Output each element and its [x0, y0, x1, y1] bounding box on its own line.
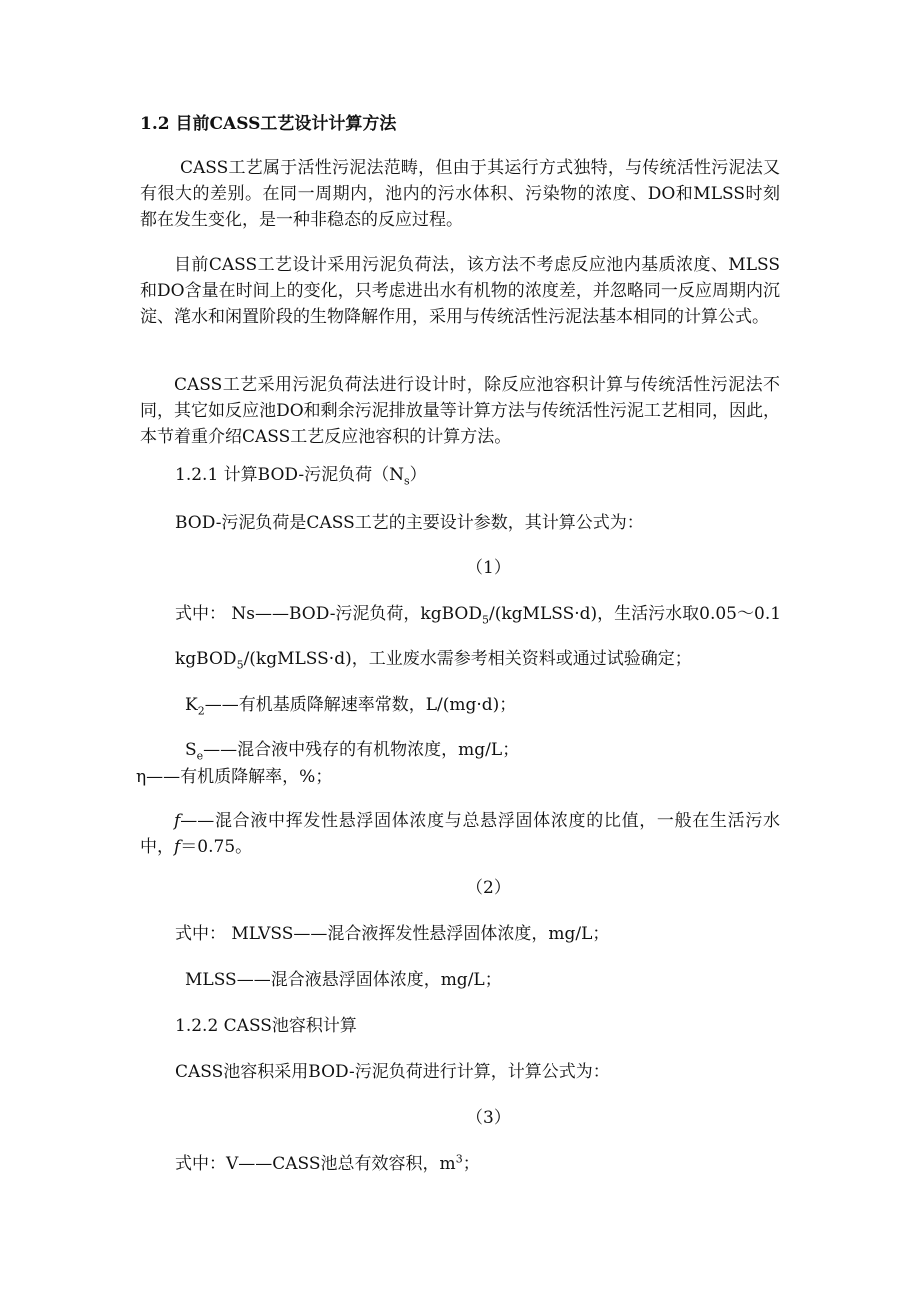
bod-intro: BOD-污泥负荷是CASS工艺的主要设计参数，其计算公式为： — [175, 513, 644, 533]
mlss-definition: MLSS——混合液悬浮固体浓度，mg/L； — [185, 970, 502, 990]
equation-number-2: （2） — [466, 878, 511, 898]
paragraph-1: CASS工艺属于活性污泥法范畴，但由于其运行方式独特，与传统活性污泥法又有很大的差别。在同一周期内，池内的污水体积、污染物的浓度、DO和MLSS时刻都在发生变化，是一种非稳态的反应过程。 — [140, 158, 780, 230]
equation-number-1: （1） — [466, 558, 511, 578]
ns-definition-continued: kgBOD$_5$/(kgMLSS·d)，工业废水需参考相关资料或通过试验确定； — [175, 649, 692, 672]
ns-definition: 式中： Ns——BOD-污泥负荷，kgBOD$_5$/(kgMLSS·d)，生活污水取0.05～0.1 — [175, 604, 782, 627]
paragraph-2: 目前CASS工艺设计采用污泥负荷法，该方法不考虑反应池内基质浓度、MLSS和DO含量在时间上的变化，只考虑进出水有机物的浓度差，并忽略同一反应周期内沉淀、滗水和闲置阶段的生物降解作用，采用与传统活性污泥法基本相同的计算公式。 — [140, 255, 780, 327]
cass-intro: CASS池容积采用BOD-污泥负荷进行计算，计算公式为： — [175, 1062, 610, 1082]
section-heading: 1.2 目前CASS工艺设计计算方法 — [140, 114, 397, 134]
subsection-title-1-2-2: 1.2.2 CASS池容积计算 — [175, 1016, 357, 1036]
equation-number-3: （3） — [466, 1108, 511, 1128]
eta-definition: η——有机质降解率，%； — [136, 767, 333, 787]
k2-definition: $K_2——$有机基质降解速率常数，L/(mg·d)； — [185, 695, 517, 718]
v-definition: 式中：V——CASS池总有效容积，$m^3$； — [175, 1152, 480, 1174]
f-definition: f——混合液中挥发性悬浮固体浓度与总悬浮固体浓度的比值，一般在生活污水中，f＝0.75。 — [140, 811, 780, 857]
se-definition: $S_e——$混合液中残存的有机物浓度，mg/L； — [185, 740, 520, 763]
subsection-title-1-2-1: 1.2.1 计算BOD-污泥负荷$(N_s)$ — [175, 465, 427, 488]
mlvss-definition: 式中： MLVSS——混合液挥发性悬浮固体浓度，mg/L； — [175, 924, 610, 944]
paragraph-3: CASS工艺采用污泥负荷法进行设计时，除反应池容积计算与传统活性污泥法不同，其它如反应池DO和剩余污泥排放量等计算方法与传统活性污泥工艺相同，因此，本节着重介绍CASS工艺反应池容积的计算方法。 — [140, 375, 780, 447]
